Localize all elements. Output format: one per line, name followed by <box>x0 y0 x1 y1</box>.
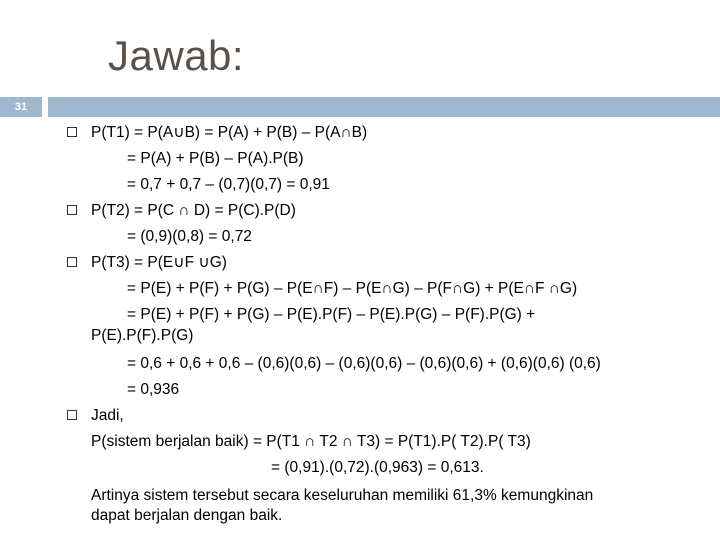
text-line-jadi: Jadi, <box>91 407 124 424</box>
text-line-t3-result: = 0,936 <box>127 381 180 398</box>
square-bullet-icon <box>67 205 77 215</box>
slide-title: Jawab: <box>108 32 245 79</box>
text-line-t2-step1: = (0,9)(0,8) = 0,72 <box>127 228 252 245</box>
text-line-conclusion: Artinya sistem tersebut secara keseluruhan memiliki 61,3% kemungkinan <box>91 487 594 504</box>
text-line-t2: P(T2) = P(C ∩ D) = P(C).P(D) <box>91 202 296 219</box>
text-line-t1-step2: = 0,7 + 0,7 – (0,7)(0,7) = 0,91 <box>127 176 330 193</box>
text-line-t3-step2-cont: P(E).P(F).P(G) <box>91 327 194 344</box>
header-rule-right <box>48 97 720 117</box>
slide-number: 31 <box>14 101 28 113</box>
square-bullet-icon <box>67 410 77 420</box>
text-line-t3: P(T3) = P(E∪F ∪G) <box>91 254 227 271</box>
text-line-t1: P(T1) = P(A∪B) = P(A) + P(B) – P(A∩B) <box>91 124 368 141</box>
text-line-t1-step1: = P(A) + P(B) – P(A).P(B) <box>127 150 304 167</box>
text-line-conclusion-cont: dapat berjalan dengan baik. <box>91 507 283 524</box>
square-bullet-icon <box>67 127 77 137</box>
text-line-t3-step2: = P(E) + P(F) + P(G) – P(E).P(F) – P(E).P(G) – P(F).P(G) + <box>127 306 536 323</box>
text-line-t3-step1: = P(E) + P(F) + P(G) – P(E∩F) – P(E∩G) – P(F∩G) + P(E∩F ∩G) <box>127 280 578 297</box>
text-line-system: P(sistem berjalan baik) = P(T1 ∩ T2 ∩ T3) = P(T1).P( T2).P( T3) <box>91 433 531 450</box>
text-line-system-result: = (0,91).(0,72).(0,963) = 0,613. <box>271 459 484 476</box>
text-line-t3-step3: = 0,6 + 0,6 + 0,6 – (0,6)(0,6) – (0,6)(0,6) – (0,6)(0,6) + (0,6)(0,6) (0,6) <box>127 355 601 372</box>
square-bullet-icon <box>67 257 77 267</box>
